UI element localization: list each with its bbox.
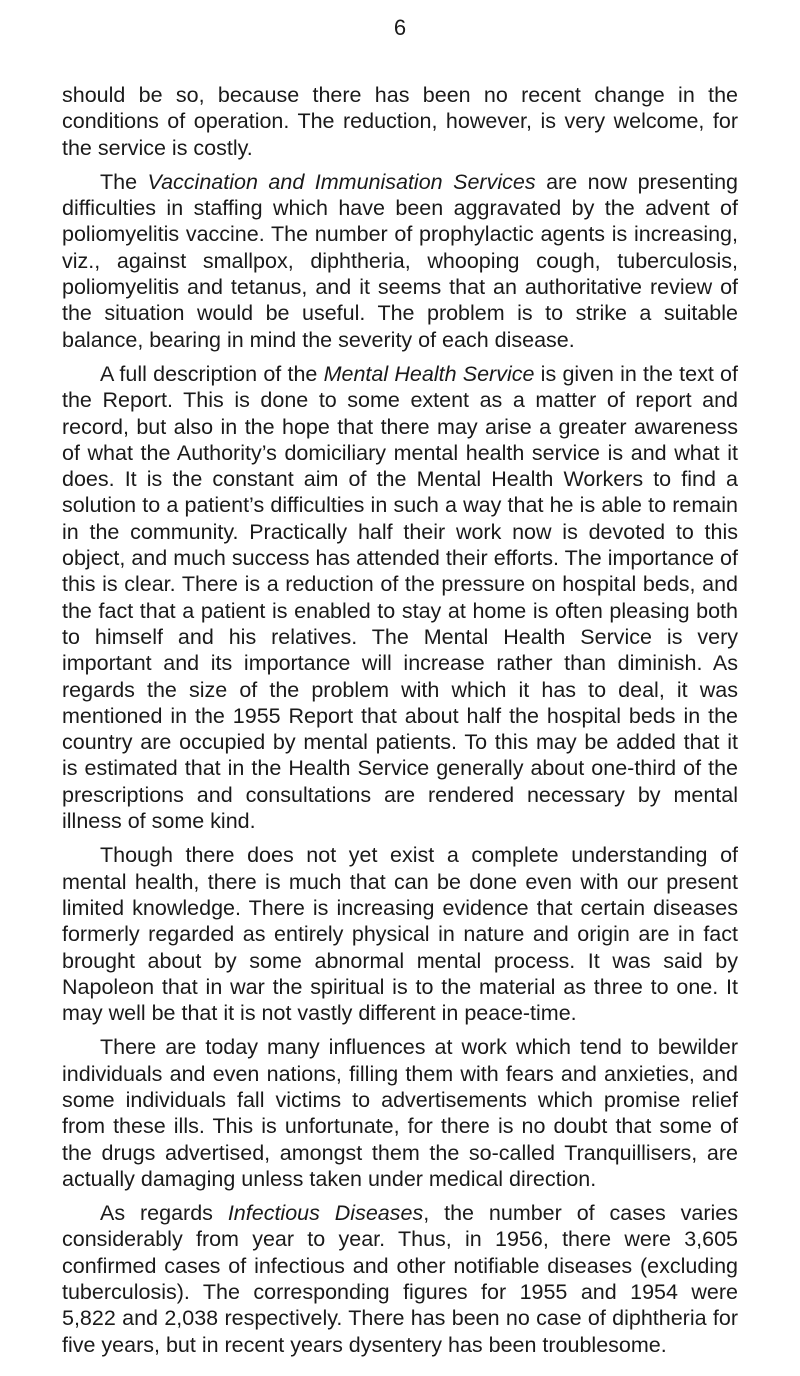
paragraph: [62, 169, 738, 353]
paragraph-text: is given in the text of the Report. This is done to some extent as a matter of report and record, but also in the hope that there may arise a greater awareness of what the Authority’s domiciliary mental health service is and what it does. It is the constant aim of the Mental Health Workers to find a solution to a patient’s difficulties in such a way that he is able to remain in the community. Practically half their work now is devoted to this object, and much success has attended their efforts. The importance of this is clear. There is a reduction of the pressure on hospital beds, and the fact that a patient is enabled to stay at home is often pleasing both to himself and his relatives. The Mental Health Service is very important and its importance will increase rather than diminish. As regards the size of the problem with which it has to deal, it was mentioned in the 1955 Report that about half the hospital beds in the country are occupied by mental patients. To this may be added that it is estimated that in the Health Service generally about one-third of the prescriptions and consultations are rendered necessary by mental illness of some kind.: [62, 361, 738, 834]
paragraph: [62, 82, 738, 161]
paragraph: [62, 1034, 738, 1192]
paragraph-text: Though there does not yet exist a complete understanding of mental health, there is much that can be done even with our present limited knowledge. There is increasing evidence that certain diseases formerly regarded as entirely physical in nature and origin are in fact brought about by some abnormal mental process. It was said by Napoleon that in war the spiritual is to the material as three to one. It may well be that it is not vastly different in peace-time.: [62, 843, 738, 1026]
paragraph-text: , the number of cases varies considerably from year to year. Thus, in 1956, there were 3,605 confirmed cases of infectious and other notifiable diseases (excluding tuberculosis). The corresponding figures for 1955 and 1954 were 5,822 and 2,038 respectively. There has been no case of diphtheria for five years, but in recent years dysentery has been troublesome.: [62, 1201, 738, 1357]
report-body-text: [62, 82, 738, 1366]
paragraph-text: As regards: [100, 1201, 228, 1226]
paragraph-text: There are today many influences at work which tend to bewilder individuals and even nations, filling them with fears and anxieties, and some individuals fall victims to advertisements which promise relief from these ills. This is unfortunate, for there is no doubt that some of the drugs advertised, amongst them the so-called Tranquillisers, are actually damaging unless taken under medical direction.: [62, 1035, 738, 1191]
paragraph: [62, 842, 738, 1026]
paragraph: [62, 361, 738, 834]
paragraph: [62, 1200, 738, 1358]
paragraph-text: are now presenting difficulties in staffing which have been aggravated by the advent of poliomyelitis vaccine. The number of prophylactic agents is increasing, viz., against smallpox, diphtheria, whooping cough, tuberculosis, poliomyelitis and tetanus, and it seems that an authoritative review of the situation would be useful. The problem is to strike a suitable balance, bearing in mind the severity of each disease.: [62, 169, 738, 352]
italic-section-title: Mental Health Service: [323, 361, 535, 386]
page-number: 6: [393, 15, 407, 40]
paragraph-text: The: [100, 169, 148, 194]
italic-section-title: Vaccination and Immunisation Services: [147, 169, 536, 194]
paragraph-text: should be so, because there has been no recent change in the conditions of operation. The reduction, however, is very welcome, for the service is costly.: [62, 83, 738, 160]
italic-section-title: Infectious Diseases: [227, 1201, 424, 1226]
paragraph-text: A full description of the: [100, 361, 324, 386]
